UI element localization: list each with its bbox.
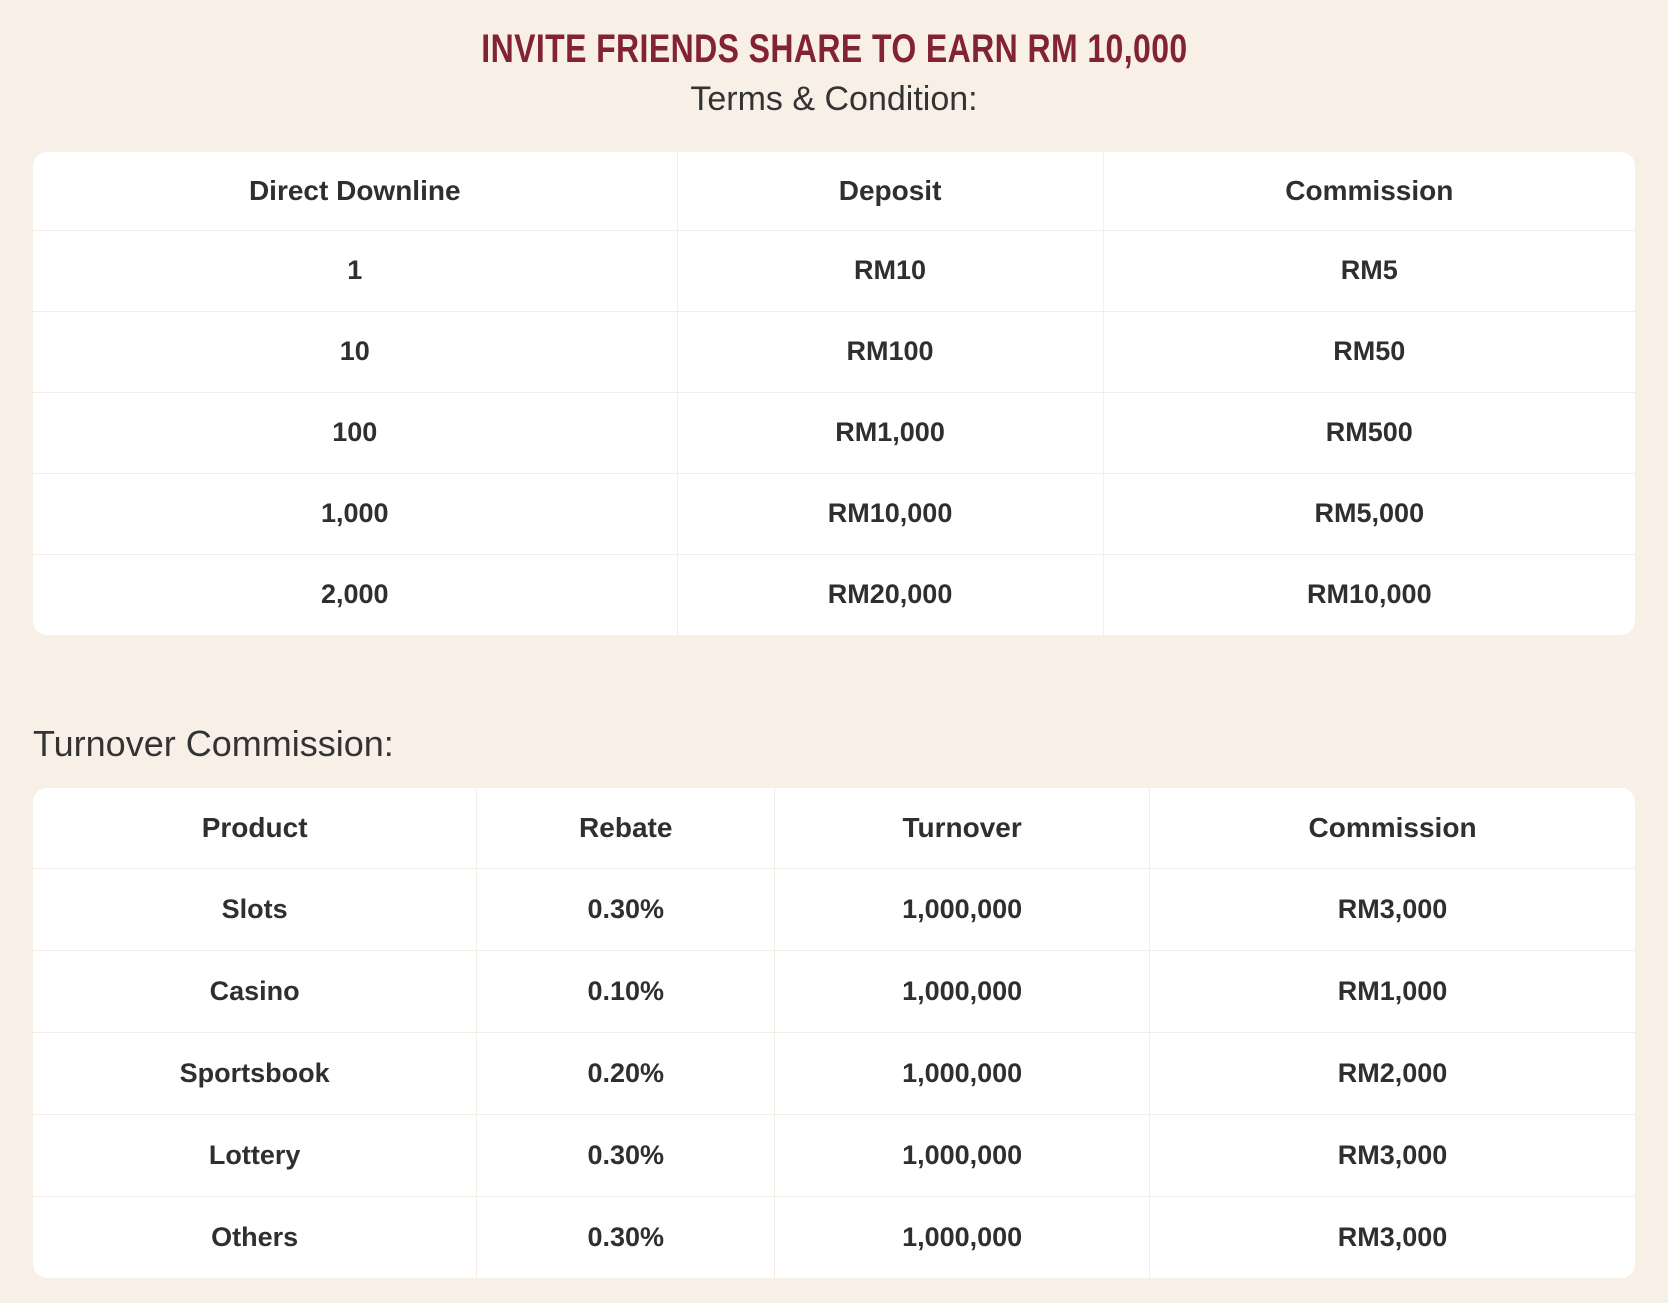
- page-title-text: INVITE FRIENDS SHARE TO EARN RM 10,000: [480, 27, 1188, 71]
- table-cell: 0.30%: [477, 868, 775, 950]
- referral-table-card: [33, 152, 1635, 635]
- column-header-turnover: Turnover: [775, 788, 1150, 868]
- turnover-table: [33, 788, 1635, 1278]
- table-cell: 100: [33, 392, 677, 473]
- column-header-product: Product: [33, 788, 477, 868]
- page-title: [33, 0, 1635, 72]
- table-cell: 0.30%: [477, 1114, 775, 1196]
- column-header-deposit: Deposit: [677, 152, 1103, 230]
- table-cell: RM3,000: [1337, 1221, 1448, 1252]
- table-cell: RM2,000: [1150, 1032, 1635, 1114]
- table-row: [33, 868, 1635, 950]
- turnover-table-card: [33, 788, 1635, 1278]
- table-cell: Others: [33, 1196, 477, 1278]
- table-row: [33, 392, 1635, 473]
- table-row: [33, 950, 1635, 1032]
- table-row: [33, 473, 1635, 554]
- table-cell: RM1,000: [1150, 950, 1635, 1032]
- table-cell: RM10: [677, 230, 1103, 311]
- column-header-direct-downline: Direct Downline: [33, 152, 677, 230]
- table-cell: 1,000: [33, 473, 677, 554]
- table-cell: Sportsbook: [33, 1032, 477, 1114]
- table-cell: 2,000: [33, 554, 677, 635]
- table-cell: RM3,000: [1150, 1114, 1635, 1196]
- table-cell: RM5,000: [1103, 473, 1635, 554]
- table-cell: 1,000,000: [775, 1196, 1150, 1278]
- table-row: [33, 554, 1635, 635]
- table-cell: 0.30%: [477, 1196, 775, 1278]
- turnover-table-header-row: [33, 788, 1635, 868]
- table-row: [33, 311, 1635, 392]
- table-cell: 10: [33, 311, 677, 392]
- table-cell: 1: [33, 230, 677, 311]
- table-cell: RM3,000: [1150, 868, 1635, 950]
- table-cell: RM100: [677, 311, 1103, 392]
- column-header-commission: Commission: [1150, 788, 1635, 868]
- terms-condition-heading: Terms & Condition:: [690, 80, 978, 118]
- table-cell: Casino: [33, 950, 477, 1032]
- table-cell: 1,000,000: [775, 1032, 1150, 1114]
- table-cell: Lottery: [33, 1114, 477, 1196]
- table-row: [33, 1196, 1635, 1278]
- table-cell: 0.20%: [477, 1032, 775, 1114]
- table-cell: RM20,000: [677, 554, 1103, 635]
- table-cell: RM500: [1103, 392, 1635, 473]
- table-cell: RM1,000: [677, 392, 1103, 473]
- turnover-commission-heading: Turnover Commission:: [33, 723, 394, 764]
- referral-table-header-row: [33, 152, 1635, 230]
- table-cell: RM10,000: [677, 473, 1103, 554]
- table-cell: RM5: [1103, 230, 1635, 311]
- table-row: [33, 1114, 1635, 1196]
- table-cell: 1,000,000: [775, 950, 1150, 1032]
- table-cell: 0.10%: [477, 950, 775, 1032]
- column-header-rebate: Rebate: [477, 788, 775, 868]
- referral-table: [33, 152, 1635, 635]
- table-row: [33, 230, 1635, 311]
- table-cell: RM50: [1103, 311, 1635, 392]
- table-cell: RM10,000: [1307, 579, 1432, 610]
- table-cell: Slots: [33, 868, 477, 950]
- table-cell: 1,000,000: [775, 868, 1150, 950]
- table-row: [33, 1032, 1635, 1114]
- table-cell: 1,000,000: [775, 1114, 1150, 1196]
- column-header-commission: Commission: [1103, 152, 1635, 230]
